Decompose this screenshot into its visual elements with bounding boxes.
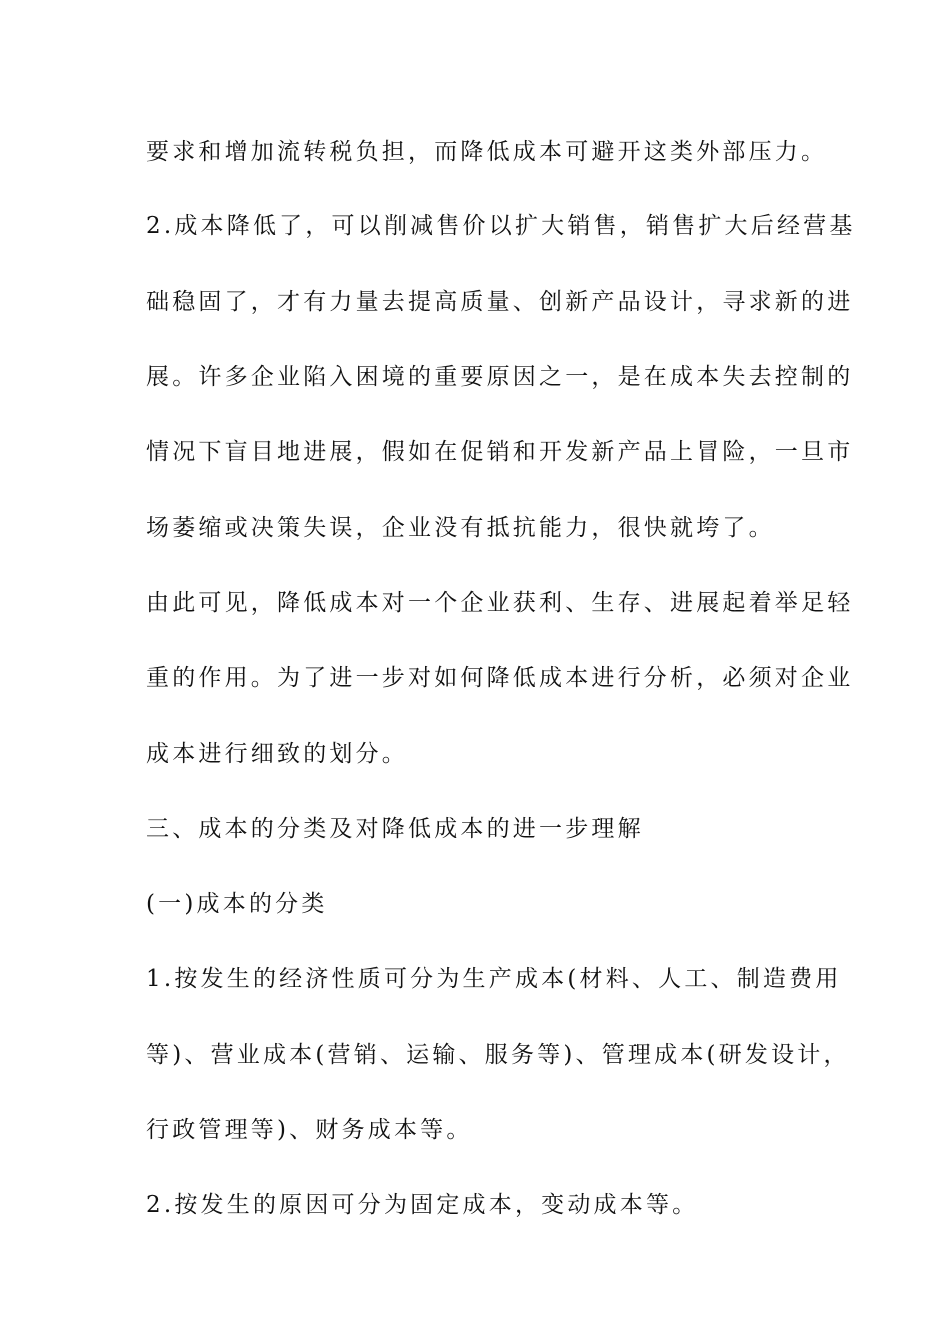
paragraph-line: 础稳固了，才有力量去提高质量、创新产品设计，寻求新的进 [146, 289, 854, 315]
paragraph-line: 等)、营业成本(营销、运输、服务等)、管理成本(研发设计， [146, 1042, 850, 1068]
paragraph-line: 展。许多企业陷入困境的重要原因之一，是在成本失去控制的 [146, 364, 854, 390]
subsection-heading: (一)成本的分类 [146, 891, 328, 917]
paragraph-line: 情况下盲目地进展，假如在促销和开发新产品上冒险，一旦市 [146, 439, 854, 465]
paragraph-line: 1.按发生的经济性质可分为生产成本(材料、人工、制造费用 [146, 966, 842, 992]
paragraph-line: 成本进行细致的划分。 [146, 741, 408, 767]
paragraph-line: 2.按发生的原因可分为固定成本，变动成本等。 [146, 1192, 699, 1218]
paragraph-line: 要求和增加流转税负担，而降低成本可避开这类外部压力。 [146, 139, 828, 165]
paragraph-line: 由此可见，降低成本对一个企业获利、生存、进展起着举足轻 [146, 590, 854, 616]
section-heading: 三、成本的分类及对降低成本的进一步理解 [146, 816, 644, 842]
paragraph-line: 2.成本降低了，可以削减售价以扩大销售，销售扩大后经营基 [146, 213, 856, 239]
paragraph-line: 重的作用。为了进一步对如何降低成本进行分析，必须对企业 [146, 665, 854, 691]
paragraph-line: 行政管理等)、财务成本等。 [146, 1117, 473, 1143]
paragraph-line: 场萎缩或决策失误，企业没有抵抗能力，很快就垮了。 [146, 515, 775, 541]
